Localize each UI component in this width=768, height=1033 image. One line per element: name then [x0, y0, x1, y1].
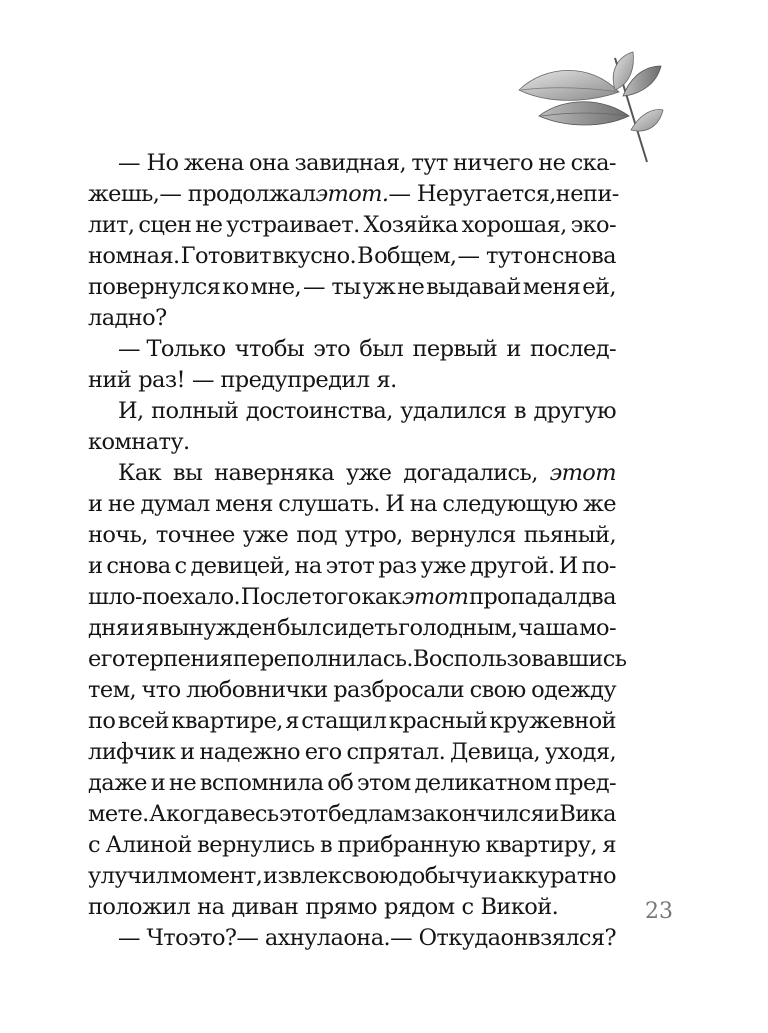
word: весь	[230, 801, 279, 827]
word: квартире,	[171, 708, 283, 734]
word: закончился	[410, 801, 545, 827]
word: был	[359, 336, 404, 362]
word: лит,	[88, 212, 135, 238]
word: пред-	[554, 770, 616, 796]
word: под	[296, 522, 337, 548]
word: эко-	[570, 212, 616, 238]
word: на	[197, 894, 225, 920]
word: И	[558, 553, 578, 579]
word: ночь,	[88, 522, 148, 548]
word: в	[319, 832, 333, 858]
word: утро,	[344, 522, 403, 548]
word: его	[88, 646, 125, 672]
word: уже	[420, 553, 466, 579]
word: не	[397, 274, 425, 300]
page-number: 23	[645, 899, 673, 924]
word: тут	[411, 150, 448, 176]
text-line	[88, 148, 616, 179]
word: наверняка	[214, 460, 335, 486]
text-line	[88, 520, 616, 551]
word: разбросали	[333, 677, 465, 703]
word: как	[361, 584, 402, 610]
word: комнату.	[88, 429, 190, 455]
text-line	[88, 675, 616, 706]
word: выдавай	[426, 274, 521, 300]
word: и	[544, 801, 559, 827]
word: — предупредил	[191, 367, 370, 393]
word: взялся?	[527, 925, 616, 951]
word: — Но	[118, 150, 179, 176]
word: любовнички	[186, 677, 328, 703]
word: прибранную	[337, 832, 481, 858]
word: — Не	[388, 181, 449, 207]
word: терпения	[124, 646, 233, 672]
word: первый	[412, 336, 498, 362]
word: Как	[118, 460, 162, 486]
word: лифчик	[88, 739, 176, 765]
word: два	[577, 584, 616, 610]
text-line	[88, 179, 619, 210]
word: думал	[140, 491, 210, 517]
text-line	[88, 396, 616, 427]
word: вернулся	[410, 522, 516, 548]
word: устраивает.	[226, 212, 360, 238]
word: слушать.	[278, 491, 380, 517]
text-line	[88, 892, 616, 923]
word: ладно?	[88, 305, 167, 331]
word: ко	[222, 274, 249, 300]
word: он	[523, 243, 551, 269]
word: сцен	[138, 212, 192, 238]
word: Девица,	[449, 739, 541, 765]
word: другой.	[469, 553, 555, 579]
text-line	[88, 241, 616, 272]
word: снова	[551, 243, 616, 269]
word: квартиру,	[485, 832, 597, 858]
word: догадались,	[403, 460, 538, 486]
word: с	[88, 832, 101, 858]
word: вы	[172, 460, 203, 486]
word: его	[304, 739, 342, 765]
word: уходя,	[544, 739, 616, 765]
word: уже	[242, 522, 289, 548]
word: — Откуда	[390, 925, 501, 951]
word: на	[409, 491, 437, 517]
word: не	[195, 212, 223, 238]
word: удалился	[400, 398, 507, 424]
word: — тут	[457, 243, 523, 269]
word: пи-	[582, 181, 619, 207]
word: уж	[362, 274, 396, 300]
word: точнее	[155, 522, 235, 548]
text-line	[88, 830, 616, 861]
word: стащил	[301, 708, 387, 734]
text-line	[88, 303, 616, 334]
word: положил	[88, 894, 191, 920]
word: этот	[278, 801, 328, 827]
word: общем,	[374, 243, 457, 269]
text-line	[88, 861, 616, 892]
word: пьяный,	[523, 522, 616, 548]
word: — ахнула	[236, 925, 344, 951]
word: добычу	[398, 863, 482, 889]
word: Хозяйка	[363, 212, 458, 238]
word: с	[461, 894, 474, 920]
word: бедлам	[328, 801, 411, 827]
word: голодным,	[398, 615, 518, 641]
word: И,	[118, 398, 144, 424]
word: что	[141, 677, 181, 703]
word: и	[129, 615, 145, 641]
word: спрятал.	[346, 739, 446, 765]
word: я	[602, 832, 616, 858]
word: об	[327, 770, 354, 796]
word: После	[240, 584, 312, 610]
word: он	[500, 925, 528, 951]
word: Вика	[559, 801, 616, 827]
word: мне,	[250, 274, 302, 300]
italic-word: этот	[401, 584, 469, 610]
word: не	[538, 150, 566, 176]
word: переполнилась.	[232, 646, 413, 672]
text-line	[88, 210, 616, 241]
body-text	[88, 148, 627, 954]
word: вынужден	[159, 615, 277, 641]
word: дня	[88, 615, 130, 641]
word: свою	[341, 863, 398, 889]
word: на	[294, 553, 322, 579]
word: — Что	[118, 925, 189, 951]
word: мо-	[579, 615, 616, 641]
word: надежно	[199, 739, 300, 765]
word: же	[583, 491, 616, 517]
word: всей	[117, 708, 169, 734]
text-line	[88, 737, 616, 768]
text-line	[88, 427, 616, 458]
word: Готовит	[180, 243, 271, 269]
word: снова	[106, 553, 171, 579]
word: вкусно.	[272, 243, 357, 269]
word: рядом	[383, 894, 455, 920]
word: раз	[378, 553, 417, 579]
word: сидеть	[321, 615, 398, 641]
word: это	[313, 336, 351, 362]
text-line	[88, 799, 616, 830]
text-line	[88, 272, 616, 303]
word: чтобы	[234, 336, 305, 362]
word: свою	[469, 677, 526, 703]
word: улучил	[88, 863, 170, 889]
word: и	[88, 553, 103, 579]
word: не	[168, 770, 197, 796]
word: меня	[215, 491, 273, 517]
word: по	[88, 708, 116, 734]
text-line	[88, 458, 616, 489]
word: уже	[345, 460, 392, 486]
word: ска-	[570, 150, 616, 176]
word: она	[249, 150, 290, 176]
italic-word: этот	[549, 460, 616, 486]
word: девицей,	[190, 553, 291, 579]
word: когда	[166, 801, 230, 827]
word: это?	[188, 925, 237, 951]
word: вернулись	[197, 832, 315, 858]
word: — Только	[118, 336, 226, 362]
word: ругается,	[448, 181, 556, 207]
text-line	[88, 923, 616, 954]
word: жешь,	[88, 181, 160, 207]
text-line	[88, 582, 616, 613]
word: тем,	[88, 677, 137, 703]
italic-word: этот.	[315, 181, 389, 207]
text-line	[88, 644, 627, 675]
word: — ты	[302, 274, 361, 300]
word: не	[107, 491, 135, 517]
text-line	[88, 613, 616, 644]
text-line	[88, 334, 616, 365]
word: этот	[325, 553, 375, 579]
word: прямо	[305, 894, 377, 920]
word: Воспользовавшись	[412, 646, 627, 672]
word: ничего	[453, 150, 533, 176]
word: И	[385, 491, 405, 517]
word: хорошая,	[461, 212, 567, 238]
text-line	[88, 365, 616, 396]
word: пропадал	[468, 584, 578, 610]
word: повернулся	[88, 274, 221, 300]
word: Алиной	[105, 832, 192, 858]
word: я	[145, 615, 159, 641]
word: Викой.	[480, 894, 559, 920]
word: ний	[88, 367, 132, 393]
word: по-	[581, 553, 616, 579]
word: меня	[522, 274, 581, 300]
word: аккуратно	[497, 863, 616, 889]
word: и	[88, 491, 103, 517]
word: этом	[357, 770, 411, 796]
word: — продолжал	[159, 181, 316, 207]
text-line	[88, 706, 616, 737]
word: и	[482, 863, 498, 889]
word: и	[150, 770, 166, 796]
word: следующую	[442, 491, 578, 517]
word: вспомнила	[199, 770, 324, 796]
word: полный	[151, 398, 239, 424]
word: красный	[388, 708, 487, 734]
word: был	[277, 615, 321, 641]
word: достоинства,	[245, 398, 393, 424]
word: и	[506, 336, 521, 362]
text-line	[88, 768, 616, 799]
word: номная.	[88, 243, 180, 269]
word: ей,	[582, 274, 616, 300]
word: я	[285, 708, 299, 734]
word: момент,	[170, 863, 263, 889]
text-line	[88, 489, 616, 520]
word: я.	[376, 367, 397, 393]
word: не	[555, 181, 583, 207]
word: извлек	[263, 863, 342, 889]
word: и	[180, 739, 195, 765]
word: даже	[88, 770, 147, 796]
word: послед-	[529, 336, 616, 362]
word: другую	[533, 398, 616, 424]
word: диван	[231, 894, 299, 920]
word: раз!	[138, 367, 185, 393]
text-line	[88, 551, 616, 582]
word: чаша	[518, 615, 579, 641]
word: жена	[183, 150, 244, 176]
word: того	[311, 584, 361, 610]
word: шло-поехало.	[88, 584, 241, 610]
word: мете.	[88, 801, 149, 827]
word: завидная,	[294, 150, 407, 176]
word: она.	[343, 925, 391, 951]
word: в	[513, 398, 526, 424]
word: А	[149, 801, 166, 827]
word: кружевной	[489, 708, 616, 734]
word: одежду	[531, 677, 616, 703]
word: с	[174, 553, 187, 579]
word: В	[357, 243, 374, 269]
word: деликатном	[414, 770, 551, 796]
